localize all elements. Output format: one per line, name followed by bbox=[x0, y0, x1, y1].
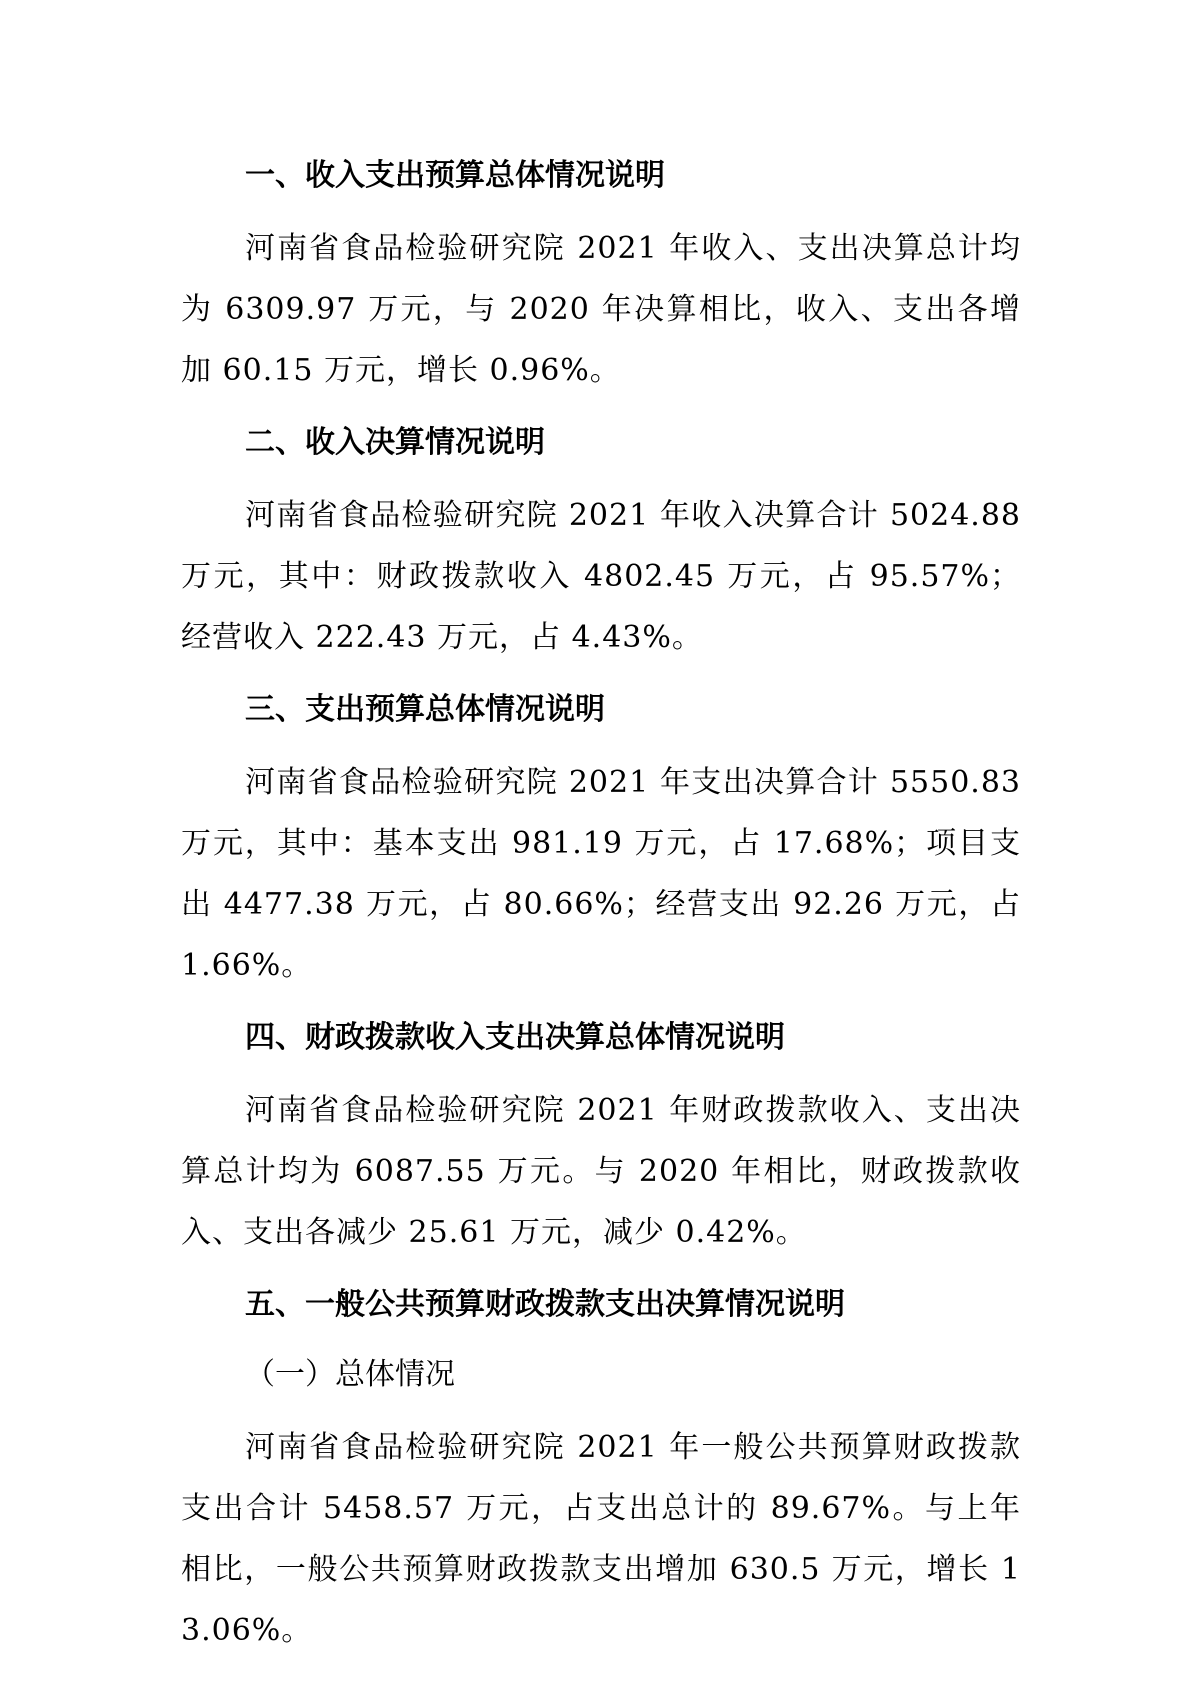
section-3-paragraph: 河南省食品检验研究院 2021 年支出决算合计 5550.83 万元，其中：基本支出 981.19 万元，占 17.68%；项目支出 4477.38 万元，占 80.66%；经营支出 92.26 万元，占 1.66%。 bbox=[181, 765, 1021, 983]
section-3-heading: 三、支出预算总体情况说明 bbox=[245, 692, 605, 727]
section-2-heading: 二、收入决算情况说明 bbox=[245, 425, 545, 460]
section-1-heading: 一、收入支出预算总体情况说明 bbox=[245, 158, 665, 193]
section-5-paragraph: 河南省食品检验研究院 2021 年一般公共预算财政拨款支出合计 5458.57 万元，占支出总计的 89.67%。与上年相比，一般公共预算财政拨款支出增加 630.5 万元，增长 13.06%。 bbox=[181, 1430, 1021, 1648]
section-2-paragraph: 河南省食品检验研究院 2021 年收入决算合计 5024.88 万元，其中：财政拨款收入 4802.45 万元，占 95.57%；经营收入 222.43 万元，占 4.43%。 bbox=[181, 498, 1021, 655]
document-page bbox=[181, 148, 1021, 1675]
section-5-heading: 五、一般公共预算财政拨款支出决算情况说明 bbox=[245, 1287, 845, 1322]
section-4-paragraph: 河南省食品检验研究院 2021 年财政拨款收入、支出决算总计均为 6087.55 万元。与 2020 年相比，财政拨款收入、支出各减少 25.61 万元，减少 0.42%。 bbox=[181, 1093, 1021, 1250]
section-5-subheading: （一）总体情况 bbox=[245, 1357, 455, 1392]
section-4-heading: 四、财政拨款收入支出决算总体情况说明 bbox=[245, 1020, 785, 1055]
section-1-paragraph: 河南省食品检验研究院 2021 年收入、支出决算总计均为 6309.97 万元，与 2020 年决算相比，收入、支出各增加 60.15 万元，增长 0.96%。 bbox=[181, 231, 1021, 388]
